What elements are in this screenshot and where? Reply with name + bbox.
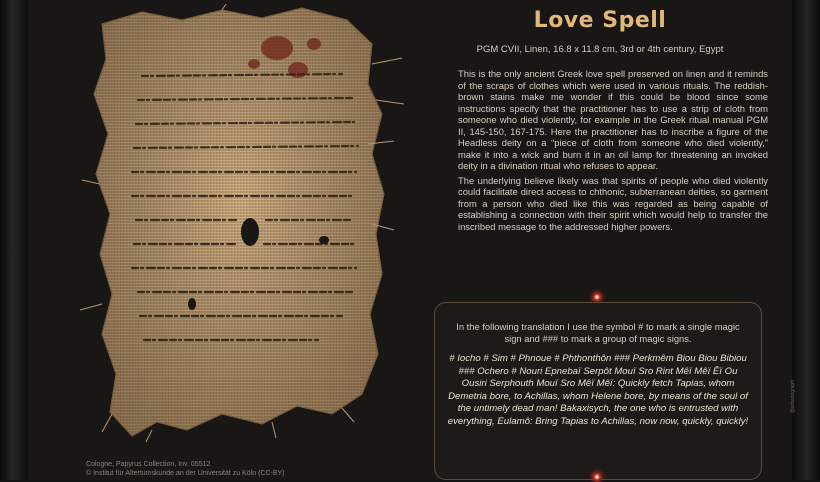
description xyxy=(458,68,768,235)
translation-intro: In the following translation I use the symbol # to mark a single magic sign and ### to mark a group of magic signs. xyxy=(456,321,740,344)
page-title: Love Spell xyxy=(533,8,667,33)
ornament-dot-top xyxy=(592,292,602,302)
ornament-dot-bottom xyxy=(592,472,602,482)
image-credit xyxy=(86,460,285,478)
credit-collection: Cologne, Papyrus Collection, Inv. 05512 xyxy=(86,461,211,468)
artist-watermark: @arkanograph xyxy=(790,380,796,414)
translation-box xyxy=(434,302,762,480)
credit-institute: © Institut für Altertumskunde an der Universität zu Köln (CC-BY) xyxy=(86,470,285,477)
linen-fragment-image xyxy=(72,4,412,444)
description-paragraph-1: This is the only ancient Greek love spell preserved on linen and it reminds of the scraps of clothes which were used in various rituals. The reddish-brown stains make me wonder if this could be blood since some instructions specify that the practitioner has to use a strip of cloth from someone who died violently, for example in the Greek ritual manual PGM II, 145-150, 167-175. Here the practitioner has to inscribe a figure of the Headless deity on a “piece of cloth from someone who died violently,” make it into a wick and burn it in an oil lamp for threatening an invoked deity in a divination ritual who refuses to appear. xyxy=(458,68,768,171)
spell-translation: # Iocho # Sim # Phnoue # Phthonthôn ### Perkmêm Biou Biou Bibiou ### Ochero # Nouri Epnebaï Serpôt Mouï Sro Rint Mêï Mêï Êï Ou Ousiri Serphouth Mouï Sro Mêï Mêï: Quickly fetch Tapias, whom Demetria bore, to Achillas, whom Helene bore, by means of the soul of the untimely dead man! Bakaxisych, the one who is entrusted with everything, Eulamô: Bring Tapias to Achillas, now now, quickly, quickly! xyxy=(447,353,749,427)
description-paragraph-2: The underlying believe likely was that spirits of people who died violently could facilitate direct access to chthonic, subterranean deities, so garment from a person who died like this was regarded as being capable of establishing a connection with their spirit which would help to transfer the inscribed message to the addressed higher powers. xyxy=(458,174,768,232)
object-details: PGM CVII, Linen, 16.8 x 11.8 cm, 3rd or 4th century, Egypt xyxy=(476,44,724,55)
frame-left xyxy=(0,0,28,480)
